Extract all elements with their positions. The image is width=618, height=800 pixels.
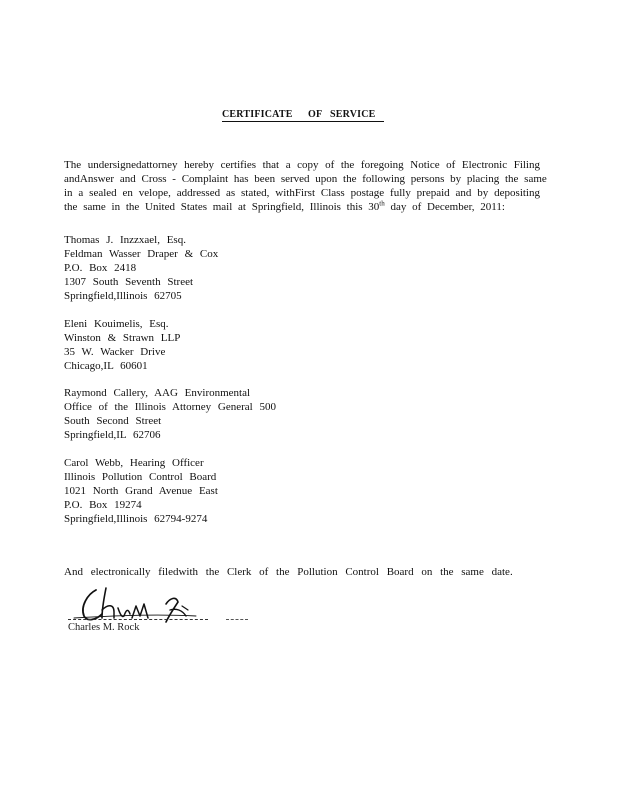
signature-block xyxy=(66,580,256,640)
paragraph-line xyxy=(64,199,505,214)
address-line: Illinois Pollution Control Board xyxy=(64,471,217,483)
title-word-certificate: CERTIFICATE xyxy=(222,109,293,120)
paragraph-line: The undersignedattorney hereby certifies that a copy of the foregoing Notice of Electronic Filing xyxy=(64,159,540,171)
address-line: Winston & Strawn LLP xyxy=(64,332,181,344)
paragraph-line: in a sealed en velope, addressed as stated, withFirst Class postage fully prepaid and by depositing xyxy=(64,187,540,199)
title-word-of: OF xyxy=(308,109,323,120)
service-address-block xyxy=(64,386,276,442)
date-text: the same in the United States mail at Springfield, Illinois this 30 xyxy=(64,201,380,213)
address-line: Carol Webb, Hearing Officer xyxy=(64,457,204,469)
signature-line xyxy=(68,619,208,620)
address-line: Thomas J. Inzzxael, Esq. xyxy=(64,234,186,246)
address-line: Eleni Kouimelis, Esq. xyxy=(64,318,169,330)
ordinal-suffix: th xyxy=(379,199,385,208)
electronic-filing-statement: And electronically filedwith the Clerk of the Pollution Control Board on the same date. xyxy=(64,566,513,578)
signature-line-trailing xyxy=(226,619,248,620)
address-line: Springfield,Illinois 62794-9274 xyxy=(64,513,208,525)
address-line: Office of the Illinois Attorney General 500 xyxy=(64,401,276,413)
address-line: Chicago,IL 60601 xyxy=(64,360,148,372)
address-line: South Second Street xyxy=(64,415,162,427)
address-line: 1021 North Grand Avenue East xyxy=(64,485,218,497)
address-line: Springfield,IL 62706 xyxy=(64,429,161,441)
address-line: P.O. Box 2418 xyxy=(64,262,137,274)
address-line: P.O. Box 19274 xyxy=(64,499,142,511)
address-line: 1307 South Seventh Street xyxy=(64,276,194,288)
date-text-end: day of December, 2011: xyxy=(384,201,505,213)
service-address-block xyxy=(64,233,218,303)
address-line: Springfield,Illinois 62705 xyxy=(64,290,182,302)
document-title xyxy=(222,109,384,122)
service-address-block xyxy=(64,456,218,526)
title-word-service: SERVICE xyxy=(330,109,376,120)
paragraph-line: andAnswer and Cross - Complaint has been served upon the following persons by placing the same xyxy=(64,173,547,185)
address-line: Raymond Callery, AAG Environmental xyxy=(64,387,251,399)
address-line: 35 W. Wacker Drive xyxy=(64,346,166,358)
address-line: Feldman Wasser Draper & Cox xyxy=(64,248,219,260)
certification-paragraph xyxy=(64,158,547,214)
signer-name: Charles M. Rock xyxy=(68,622,140,633)
service-address-block xyxy=(64,317,180,373)
